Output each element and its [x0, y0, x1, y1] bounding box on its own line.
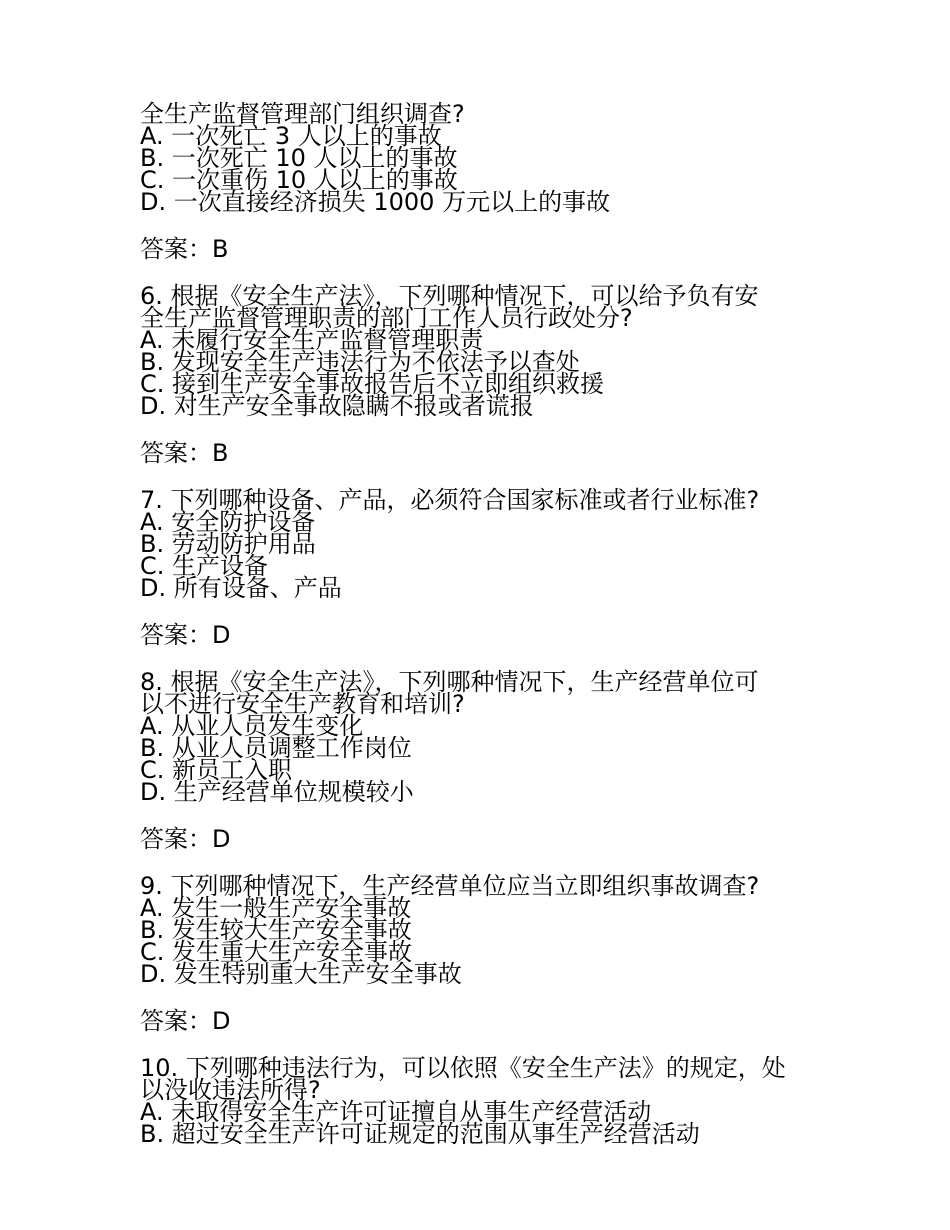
option-c: C. 一次重伤 10 人以上的事故: [140, 166, 458, 194]
option-d: D. 一次直接经济损失 1000 万元以上的事故: [140, 188, 611, 216]
question-10: [140, 1054, 840, 1148]
option-b: B. 发生较大生产安全事故: [140, 916, 412, 944]
option-c: C. 新员工入职: [140, 756, 293, 784]
question-5: [140, 100, 840, 216]
question-stem-cont: 以没收违法所得?: [140, 1076, 321, 1104]
question-stem: 8. 根据《安全生产法》，下列哪种情况下，生产经营单位可: [140, 668, 759, 696]
option-a: A. 安全防护设备: [140, 508, 316, 536]
option-a: A. 一次死亡 3 人以上的事故: [140, 122, 442, 150]
option-b: B. 发现安全生产违法行为不依法予以查处: [140, 348, 580, 376]
answer-5: 答案：B: [140, 235, 229, 263]
option-a: A. 从业人员发生变化: [140, 712, 364, 740]
answer-8: 答案：D: [140, 825, 231, 853]
document-page: [140, 100, 840, 1170]
option-a: A. 未取得安全生产许可证擅自从事生产经营活动: [140, 1098, 652, 1126]
option-b: B. 超过安全生产许可证规定的范围从事生产经营活动: [140, 1120, 700, 1148]
option-c: C. 接到生产安全事故报告后不立即组织救援: [140, 370, 605, 398]
option-a: A. 发生一般生产安全事故: [140, 894, 412, 922]
option-d: D. 对生产安全事故隐瞒不报或者谎报: [140, 392, 534, 420]
option-d: D. 所有设备、产品: [140, 574, 342, 602]
option-d: D. 发生特别重大生产安全事故: [140, 960, 462, 988]
question-7: [140, 486, 840, 602]
answer-9: 答案：D: [140, 1007, 231, 1035]
question-stem: 10. 下列哪种违法行为，可以依照《安全生产法》的规定，处: [140, 1054, 786, 1082]
option-b: B. 从业人员调整工作岗位: [140, 734, 412, 762]
question-8: [140, 668, 840, 806]
option-a: A. 未履行安全生产监督管理职责: [140, 326, 484, 354]
question-stem: 全生产监督管理部门组织调查?: [140, 100, 465, 128]
question-9: [140, 872, 840, 988]
question-stem: 7. 下列哪种设备、产品，必须符合国家标准或者行业标准?: [140, 486, 760, 514]
answer-6: 答案：B: [140, 439, 229, 467]
question-stem-cont: 以不进行安全生产教育和培训?: [140, 690, 465, 718]
question-stem: 9. 下列哪种情况下，生产经营单位应当立即组织事故调查?: [140, 872, 760, 900]
answer-7: 答案：D: [140, 621, 231, 649]
option-b: B. 一次死亡 10 人以上的事故: [140, 144, 458, 172]
option-d: D. 生产经营单位规模较小: [140, 778, 414, 806]
question-stem-cont: 全生产监督管理职责的部门工作人员行政处分?: [140, 304, 633, 332]
option-b: B. 劳动防护用品: [140, 530, 316, 558]
option-c: C. 生产设备: [140, 552, 269, 580]
question-6: [140, 282, 840, 420]
option-c: C. 发生重大生产安全事故: [140, 938, 413, 966]
question-stem: 6. 根据《安全生产法》，下列哪种情况下，可以给予负有安: [140, 282, 759, 310]
